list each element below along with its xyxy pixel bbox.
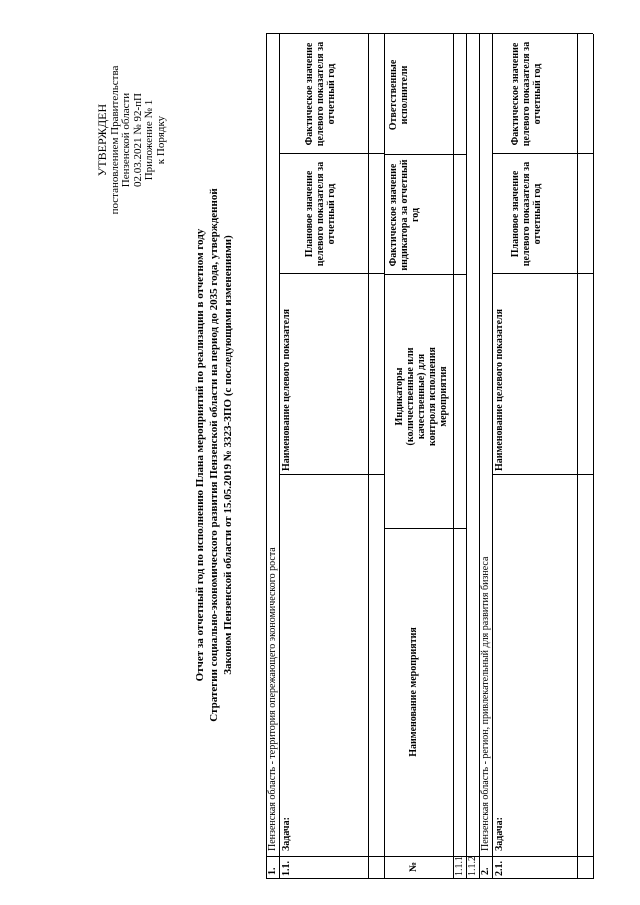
column-header-indicator-fact: Фактическое значение индикатора за отчетный год xyxy=(388,159,421,271)
column-header-target-plan: Плановое значение целевого показателя за отчетный год xyxy=(304,161,337,267)
row-number: 1.1.2 xyxy=(467,856,478,876)
column-header-target-plan: Плановое значение целевого показателя за отчетный год xyxy=(510,161,543,267)
heading-line: Законом Пензенской области от 15.05.2019 № 3323-ЗПО (с последующими изменениями) xyxy=(222,235,234,675)
column-header-measure: Наименование мероприятия xyxy=(408,627,419,757)
section-number: 1. xyxy=(267,867,278,875)
report-table xyxy=(266,34,593,879)
task-label: Задача: xyxy=(281,817,292,851)
heading-line: Стратегии социально-экономического развития Пензенской области на период до 2035 года, утвержденной xyxy=(208,188,220,722)
approval-title: УТВЕРЖДЕН xyxy=(95,103,109,177)
document-heading xyxy=(193,125,235,785)
row-number: 1.1.1 xyxy=(454,856,465,876)
heading-line: Отчет за отчетный год по исполнению Плана мероприятий по реализации в отчетном году xyxy=(194,228,206,682)
approval-line: к Порядку xyxy=(154,115,167,165)
section-number: 2. xyxy=(480,867,491,875)
task-number: 2.1. xyxy=(494,861,505,876)
column-header-responsible: Ответственные исполнители xyxy=(388,59,410,131)
column-header-target-name: Наименование целевого показателя xyxy=(281,308,292,471)
approval-stamp xyxy=(95,65,167,905)
approval-date: 02.03.2021 № 92-пП xyxy=(131,93,144,187)
section-title: Пензенская область - территория опережающего экономического роста xyxy=(267,547,278,851)
task-number: 1.1. xyxy=(281,861,292,876)
approval-appendix: Приложение № 1 xyxy=(143,99,155,181)
section-title: Пензенская область - регион, привлекательный для развития бизнеса xyxy=(480,556,491,851)
column-header-number: № xyxy=(408,861,419,873)
task-label: Задача: xyxy=(494,817,505,851)
column-header-indicators: Индикаторы (количественные или качественные) для контроля исполнения мероприятия xyxy=(394,347,449,446)
approval-line: Пензенской области xyxy=(120,92,132,188)
approval-line: постановлением Правительства xyxy=(108,65,121,215)
column-header-target-fact: Фактическое значение целевого показателя за отчетный год xyxy=(304,41,337,147)
column-header-target-name: Наименование целевого показателя xyxy=(494,308,505,471)
column-header-target-fact: Фактическое значение целевого показателя за отчетный год xyxy=(510,41,543,147)
